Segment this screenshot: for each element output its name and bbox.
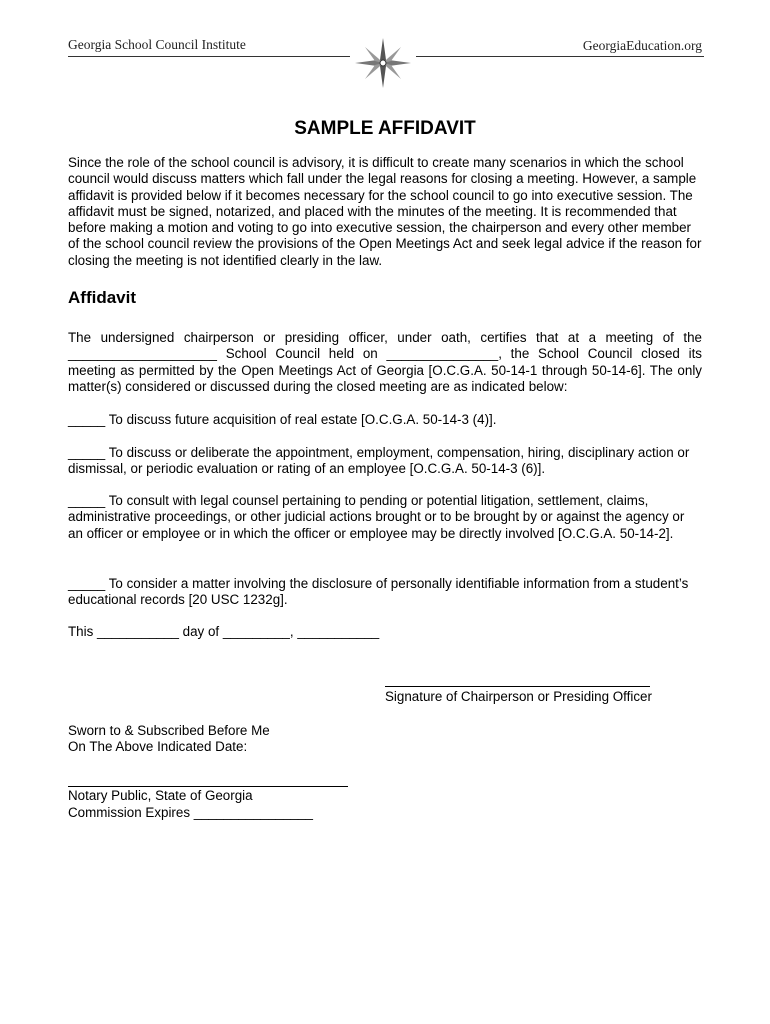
signature-line bbox=[385, 686, 650, 687]
intro-paragraph: Since the role of the school council is advisory, it is difficult to create many scenarios in which the school council would discuss matters which fall under the legal reasons for closing a meeting. However, a sample affidavit is provided below if it becomes necessary for the school council to go into executive session. The affidavit must be signed, notarized, and placed with the minutes of the meeting. It is recommended that before making a motion and voting to go into executive session, the chairperson and every other member of the school council review the provisions of the Open Meetings Act and seek legal advice if the reason for closing the meeting is not identified clearly in the law. bbox=[68, 155, 702, 268]
item-real-estate: _____ To discuss future acquisition of real estate [O.C.G.A. 50-14-3 (4)]. bbox=[68, 412, 497, 427]
date-line: This ___________ day of _________, ___________ bbox=[68, 624, 380, 639]
header-line-right bbox=[416, 56, 704, 57]
notary-signature-line bbox=[68, 786, 348, 787]
compass-rose-icon bbox=[351, 36, 415, 90]
affidavit-heading: Affidavit bbox=[68, 288, 136, 307]
header-org: Georgia School Council Institute bbox=[68, 37, 246, 52]
sworn-line-1: Sworn to & Subscribed Before Me bbox=[68, 723, 270, 738]
header-site: GeorgiaEducation.org bbox=[582, 38, 702, 53]
notary-label: Notary Public, State of Georgia bbox=[68, 788, 253, 803]
item-student-records: _____ To consider a matter involving the disclosure of personally identifiable information from a student’s educational records [20 USC 1232g]. bbox=[68, 576, 689, 608]
commission-label: Commission Expires ________________ bbox=[68, 805, 313, 820]
item-personnel: _____ To discuss or deliberate the appointment, employment, compensation, hiring, disciplinary action or dismissal, or periodic evaluation or rating of an employee [O.C.G.A. 50-14-3 (6)]. bbox=[68, 445, 690, 477]
certification-paragraph: The undersigned chairperson or presiding officer, under oath, certifies that at a meeting of the ____________________ School Council held on _______________, the School Council closed its meeting as permitted by the Open Meetings Act of Georgia [O.C.G.A. 50-14-1 through 50-14-6]. The only matter(s) considered or discussed during the closed meeting are as indicated below: bbox=[68, 330, 702, 394]
page-title: SAMPLE AFFIDAVIT bbox=[294, 118, 476, 139]
header-line-left bbox=[68, 56, 350, 57]
signature-label: Signature of Chairperson or Presiding Officer bbox=[385, 689, 652, 704]
item-legal-counsel: _____ To consult with legal counsel pertaining to pending or potential litigation, settlement, claims, administrative proceedings, or other judicial actions brought or to be brought by or against the agency or an officer or employee or in which the officer or employee may be directly involved [O.C.G.A. 50-14-2]. bbox=[68, 493, 685, 541]
sworn-line-2: On The Above Indicated Date: bbox=[68, 739, 248, 754]
